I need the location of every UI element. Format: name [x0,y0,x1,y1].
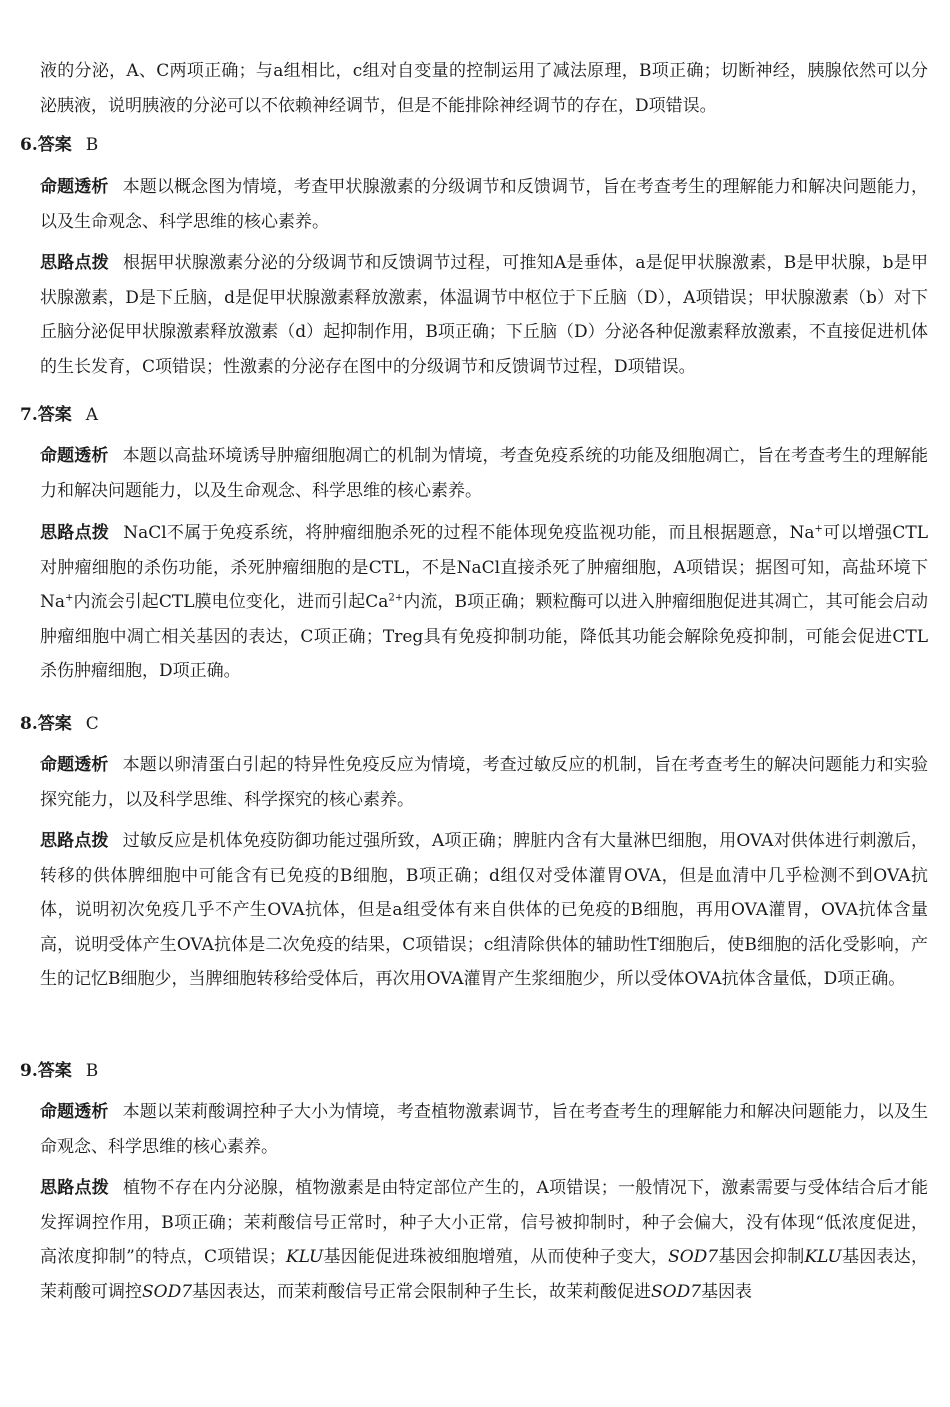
gene-sod7: SOD7 [142,1281,193,1302]
q7-hint-text-1: NaCl不属于免疫系统，将肿瘤细胞杀死的过程不能体现免疫监视功能，而且根据题意，Na [123,523,815,543]
q9-hint-text-4: 基因表达，茉莉酸可调控 [40,1247,929,1302]
intro-text: 液的分泌，A、C两项正确；与a组相比，c组对自变量的控制运用了减法原理，B项正确；切断神经，胰腺依然可以分泌胰液，说明胰液的分泌可以不依赖神经调节，但是不能排除神经调节的存在，D项错误。 [40,61,928,116]
q6-answer-value: B [85,135,99,155]
q9-hint-text-5: 基因表达，而茉莉酸信号正常会限制种子生长，故茉莉酸促进 [192,1281,652,1302]
hint-label: 思路点拨 [40,1178,109,1198]
q8-hint [40,824,928,997]
q7-number: 7. [20,405,38,425]
q6-number: 6. [20,135,38,155]
q7-hint-text-4: 内流，B项正确；颗粒酶可以进入肿瘤细胞促进其凋亡，其可能会启动肿瘤细胞中凋亡相关基因的表达，C项正确；Treg具有免疫抑制功能，降低其功能会解除免疫抑制，可能会促进CTL杀伤肿瘤细胞，D项正确。 [40,592,928,682]
analysis-label: 命题透析 [40,177,109,197]
answer-label: 答案 [37,135,72,155]
q8-answer-line [20,707,920,741]
q8-answer-value: C [85,714,99,734]
gene-sod7: SOD7 [668,1247,719,1268]
q6-hint-text: 根据甲状腺激素分泌的分级调节和反馈调节过程，可推知A是垂体，a是促甲状腺激素，B是甲状腺，b是甲状腺激素，D是下丘脑，d是促甲状腺激素释放激素，体温调节中枢位于下丘脑（D），A项错误；甲状腺激素（b）对下丘脑分泌促甲状腺激素释放激素（d）起抑制作用，B项正确；下丘脑（D）分泌各种促激素释放激素，不直接促进机体的生长发育，C项错误；性激素的分泌存在图中的分级调节和反馈调节过程，D项错误。 [40,253,928,377]
answer-label: 答案 [37,405,72,425]
na-superscript: + [814,523,823,535]
q8-analysis-text: 本题以卵清蛋白引起的特异性免疫反应为情境，考查过敏反应的机制，旨在考查考生的解决问题能力和实验探究能力，以及科学思维、科学探究的核心素养。 [40,755,929,810]
q7-analysis-text: 本题以高盐环境诱导肿瘤细胞凋亡的机制为情境，考查免疫系统的功能及细胞凋亡，旨在考查考生的理解能力和解决问题能力，以及生命观念、科学思维的核心素养。 [40,446,929,501]
q9-hint-text-2: 基因能促进珠被细胞增殖，从而使种子变大， [323,1247,669,1268]
q9-hint-text-3: 基因会抑制 [718,1247,805,1268]
gene-klu: KLU [804,1247,842,1268]
intro-paragraph [40,54,928,123]
gene-klu: KLU [285,1247,324,1268]
q8-analysis [40,748,928,817]
q7-hint [40,516,928,689]
q6-answer-line [20,128,920,162]
q9-answer-line [20,1054,920,1088]
q7-answer-line [20,398,920,432]
ca-superscript: 2+ [388,592,404,604]
hint-label: 思路点拨 [40,831,109,851]
q9-hint-text-1: 植物不存在内分泌腺，植物激素是由特定部位产生的，A项错误；一般情况下，激素需要与受体结合后才能发挥调控作用，B项正确；茉莉酸信号正常时，种子大小正常，信号被抑制时，种子会偏大，没有体现“低浓度促进，高浓度抑制”的特点，C项错误； [40,1178,928,1268]
q6-hint [40,246,928,384]
gene-sod7: SOD7 [651,1281,702,1302]
q9-hint [40,1171,928,1309]
q9-answer-value: B [85,1061,99,1081]
q8-hint-text: 过敏反应是机体免疫防御功能过强所致，A项正确；脾脏内含有大量淋巴细胞，用OVA对供体进行刺激后，转移的供体脾细胞中可能含有已免疫的B细胞，B项正确；d组仅对受体灌胃OVA，但是血清中几乎检测不到OVA抗体，说明初次免疫几乎不产生OVA抗体，但是a组受体有来自供体的已免疫的B细胞，再用OVA灌胃，OVA抗体含量高，说明受体产生OVA抗体是二次免疫的结果，C项错误；c组清除供体的辅助性T细胞后，使B细胞的活化受影响，产生的记忆B细胞少，当脾细胞转移给受体后，再次用OVA灌胃产生浆细胞少，所以受体OVA抗体含量低，D项正确。 [40,831,928,990]
q6-analysis-text: 本题以概念图为情境，考查甲状腺激素的分级调节和反馈调节，旨在考查考生的理解能力和解决问题能力，以及生命观念、科学思维的核心素养。 [40,177,929,232]
na-superscript: + [65,592,74,604]
analysis-label: 命题透析 [40,1102,109,1122]
q9-analysis [40,1095,928,1164]
q7-answer-value: A [85,405,99,425]
q9-analysis-text: 本题以茉莉酸调控种子大小为情境，考查植物激素调节，旨在考查考生的理解能力和解决问题能力，以及生命观念、科学思维的核心素养。 [40,1102,929,1157]
q7-analysis [40,439,928,508]
hint-label: 思路点拨 [40,523,110,543]
analysis-label: 命题透析 [40,446,109,466]
q7-hint-text-3: 内流会引起CTL膜电位变化，进而引起Ca [73,592,389,613]
analysis-label: 命题透析 [40,755,109,775]
answer-label: 答案 [37,1061,72,1081]
answer-label: 答案 [37,714,72,734]
q6-analysis [40,170,928,239]
q9-hint-text-6: 基因表 [701,1281,753,1302]
hint-label: 思路点拨 [40,253,109,273]
q7-hint-text-2: 可以增强CTL对肿瘤细胞的杀伤功能，杀死肿瘤细胞的是CTL，不是NaCl直接杀死了肿瘤细胞，A项错误；据图可知，高盐环境下Na [40,523,929,613]
q8-number: 8. [20,714,38,734]
q9-number: 9. [20,1061,38,1081]
